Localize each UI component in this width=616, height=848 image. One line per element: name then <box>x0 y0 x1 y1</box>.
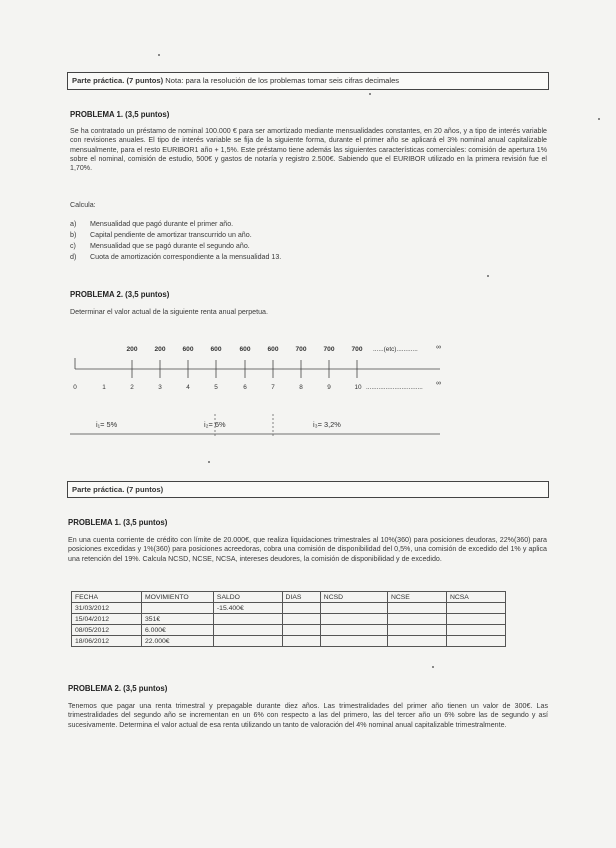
table-row <box>72 636 506 647</box>
table-header-cell: NCSA <box>446 592 505 603</box>
table-cell <box>282 614 320 625</box>
s1-calc-label: Calcula: <box>70 201 96 209</box>
timeline-infinity-bottom: ∞ <box>436 380 441 387</box>
table-row <box>72 614 506 625</box>
table-cell <box>446 614 505 625</box>
table-cell: 351€ <box>142 614 214 625</box>
table-header-row <box>72 592 506 603</box>
s1-problem2-paragraph: Determinar el valor actual de la siguiente renta anual perpetua. <box>70 308 268 316</box>
table-cell <box>320 625 387 636</box>
list-item-key: b) <box>70 231 77 239</box>
rate-intervals <box>60 412 460 438</box>
list-item-text: Cuota de amortización correspondiente a la mensualidad 13. <box>90 253 282 261</box>
timeline-amount: 600 <box>182 346 194 353</box>
list-item-key: d) <box>70 253 77 261</box>
table-cell <box>282 625 320 636</box>
scan-speck <box>158 54 160 56</box>
timeline-period: 8 <box>299 384 303 391</box>
s1-problem2-title: PROBLEMA 2. (3,5 puntos) <box>70 290 170 299</box>
rate-label: i₂= 6% <box>204 420 226 429</box>
table-cell: 08/05/2012 <box>72 625 142 636</box>
table-cell: 31/03/2012 <box>72 603 142 614</box>
timeline-amount: 600 <box>267 346 279 353</box>
timeline-period: 2 <box>130 384 134 391</box>
table-cell <box>142 603 214 614</box>
s1-problem1-paragraph: Se ha contratado un préstamo de nominal 100.000 € para ser amortizado mediante mensualidades constantes, en 20 años, y a tipo de interés variable con revisiones anuales. El tipo de interés variable se fija de la siguiente forma, durante el primer año se aplicará el 3% nominal anual capitalizable mensualmente, para el resto EURIBOR1 año + 1,5%. Este préstamo tiene además las siguientes características comerciales: comisión de apertura 1% sobre el nominal, comisión de estudio, 500€ y gastos de notaría y registro 2.500€. Sabiendo que el EURIBOR utilizado en la primera revisión fue el 1,70%. <box>70 127 547 173</box>
list-item-text: Mensualidad que se pagó durante el segundo año. <box>90 242 250 250</box>
list-item <box>70 231 252 239</box>
timeline-amount: 200 <box>126 346 138 353</box>
table-cell <box>282 636 320 647</box>
table-cell: 15/04/2012 <box>72 614 142 625</box>
table-header-cell: SALDO <box>213 592 282 603</box>
timeline-amount: 200 <box>154 346 166 353</box>
table-cell <box>213 614 282 625</box>
table-cell: 6.000€ <box>142 625 214 636</box>
section1-header-box <box>67 72 549 90</box>
table-cell <box>213 625 282 636</box>
table-header-cell: DIAS <box>282 592 320 603</box>
timeline-amount: 700 <box>295 346 307 353</box>
section2-header-title: Parte práctica. (7 puntos) <box>72 485 164 494</box>
table-header-cell: NCSD <box>320 592 387 603</box>
s1-problem1-title: PROBLEMA 1. (3,5 puntos) <box>70 110 170 119</box>
list-item <box>70 220 233 228</box>
scan-speck <box>208 461 210 463</box>
table-cell: 18/06/2012 <box>72 636 142 647</box>
credit-account-table <box>71 591 506 647</box>
timeline-infinity-top: ∞ <box>436 344 441 351</box>
section1-header-title: Parte práctica. (7 puntos) <box>72 76 164 85</box>
table-cell <box>387 625 446 636</box>
table-cell <box>387 636 446 647</box>
table-cell <box>320 636 387 647</box>
table-cell <box>320 614 387 625</box>
timeline-period: 3 <box>158 384 162 391</box>
scan-speck <box>487 275 489 277</box>
timeline-amounts-tail: ......(etc)............ <box>373 346 418 353</box>
table-cell <box>282 603 320 614</box>
table-header-cell: NCSE <box>387 592 446 603</box>
timeline-period: 6 <box>243 384 247 391</box>
table-cell <box>387 614 446 625</box>
s2-problem1-paragraph: En una cuenta corriente de crédito con límite de 20.000€, que realiza liquidaciones trimestrales al 10%(360) para posiciones deudoras, 22%(360) para posiciones excedidas y 1%(360) para posiciones acreedoras, cobra una comisión de disponibilidad del 0,5%, una comisión de excedido del 1% y aplica una retención del 19%. Calcula NCSD, NCSE, NCSA, intereses deudores, la comisión de disponibilidad y de excedido. <box>68 536 547 563</box>
timeline-periods-tail: ................................ <box>366 384 423 391</box>
s2-problem2-paragraph: Tenemos que pagar una renta trimestral y prepagable durante diez años. Las trimestralidades del primer año tienen un valor de 300€. Las trimestralidades del segundo año se incrementan en un 6% con respecto a las del primero, las del tercer año un 6% sobre las de segundo y así sucesivamente. Determina el valor actual de esa renta utilizando un tanto de valoración del 4% nominal anual capitalizable trimestralmente. <box>68 702 548 729</box>
table-header-cell: FECHA <box>72 592 142 603</box>
timeline-period: 4 <box>186 384 190 391</box>
table-cell <box>213 636 282 647</box>
table-cell <box>446 603 505 614</box>
timeline-amount: 600 <box>210 346 222 353</box>
rate-label: i₃= 3,2% <box>313 420 341 429</box>
timeline-period: 5 <box>214 384 218 391</box>
s2-problem2-title: PROBLEMA 2. (3,5 puntos) <box>68 684 168 693</box>
timeline-period: 1 <box>102 384 106 391</box>
scan-speck <box>432 666 434 668</box>
timeline-axis <box>60 354 460 384</box>
timeline-amount: 700 <box>323 346 335 353</box>
timeline-period: 7 <box>271 384 275 391</box>
timeline-period: 0 <box>73 384 77 391</box>
table-cell: 22.000€ <box>142 636 214 647</box>
list-item-text: Mensualidad que pagó durante el primer año. <box>90 220 234 228</box>
table-header-cell: MOVIMIENTO <box>142 592 214 603</box>
list-item-key: c) <box>70 242 76 250</box>
scan-speck <box>598 118 600 120</box>
list-item-key: a) <box>70 220 77 228</box>
timeline-amount: 700 <box>351 346 363 353</box>
list-item-text: Capital pendiente de amortizar transcurrido un año. <box>90 231 252 239</box>
table-cell: -15.400€ <box>213 603 282 614</box>
rate-label: i₁= 5% <box>96 420 118 429</box>
section2-header-box <box>67 481 549 498</box>
list-item <box>70 242 250 250</box>
timeline-period: 9 <box>327 384 331 391</box>
list-item <box>70 253 281 261</box>
table-cell <box>446 636 505 647</box>
section1-header-note: Nota: para la resolución de los problemas tomar seis cifras decimales <box>165 76 400 85</box>
table-row <box>72 603 506 614</box>
timeline-amount: 600 <box>239 346 251 353</box>
table-row <box>72 625 506 636</box>
table-cell <box>320 603 387 614</box>
table-cell <box>446 625 505 636</box>
scan-speck <box>369 93 371 95</box>
table-cell <box>387 603 446 614</box>
timeline-period: 10 <box>354 384 362 391</box>
s2-problem1-title: PROBLEMA 1. (3,5 puntos) <box>68 518 168 527</box>
